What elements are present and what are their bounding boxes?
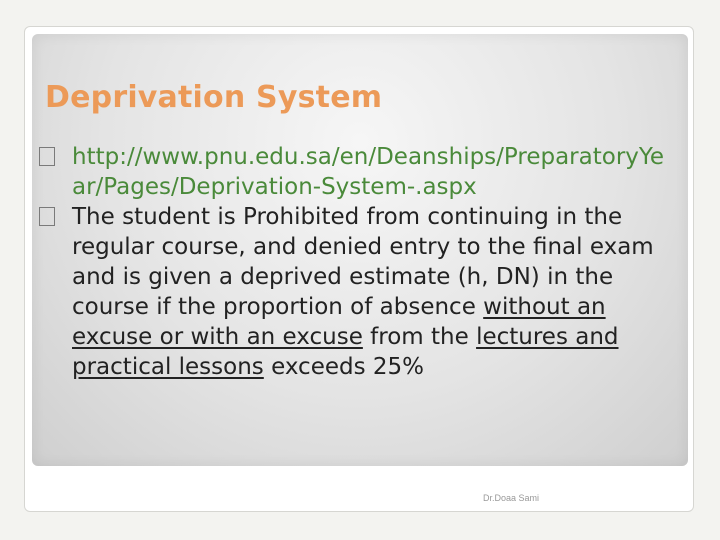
bullet-link [36,142,676,202]
slide-title: Deprivation System [45,80,383,115]
box-bullet-icon [36,144,60,169]
bullet-policy [36,202,676,382]
underlined-phrase-excuse: without an excuse or with an excuse [72,294,606,350]
box-bullet-icon [36,204,60,229]
underlined-phrase-lectures: lectures and practical lessons [72,324,619,380]
slide-body [36,142,676,382]
deprivation-system-link[interactable]: http://www.pnu.edu.sa/en/Deanships/PreparatoryYear/Pages/Deprivation-System-.aspx [72,144,665,200]
policy-text: The student is Prohibited from continuing in the regular course, and denied entry to the final exam and is given a deprived estimate (h, DN) in the course if the proportion of absence without an excuse or with an excuse from the lectures and practical lessons exceeds 25% [72,204,654,380]
footer-author: Dr.Doaa Sami [483,493,540,503]
